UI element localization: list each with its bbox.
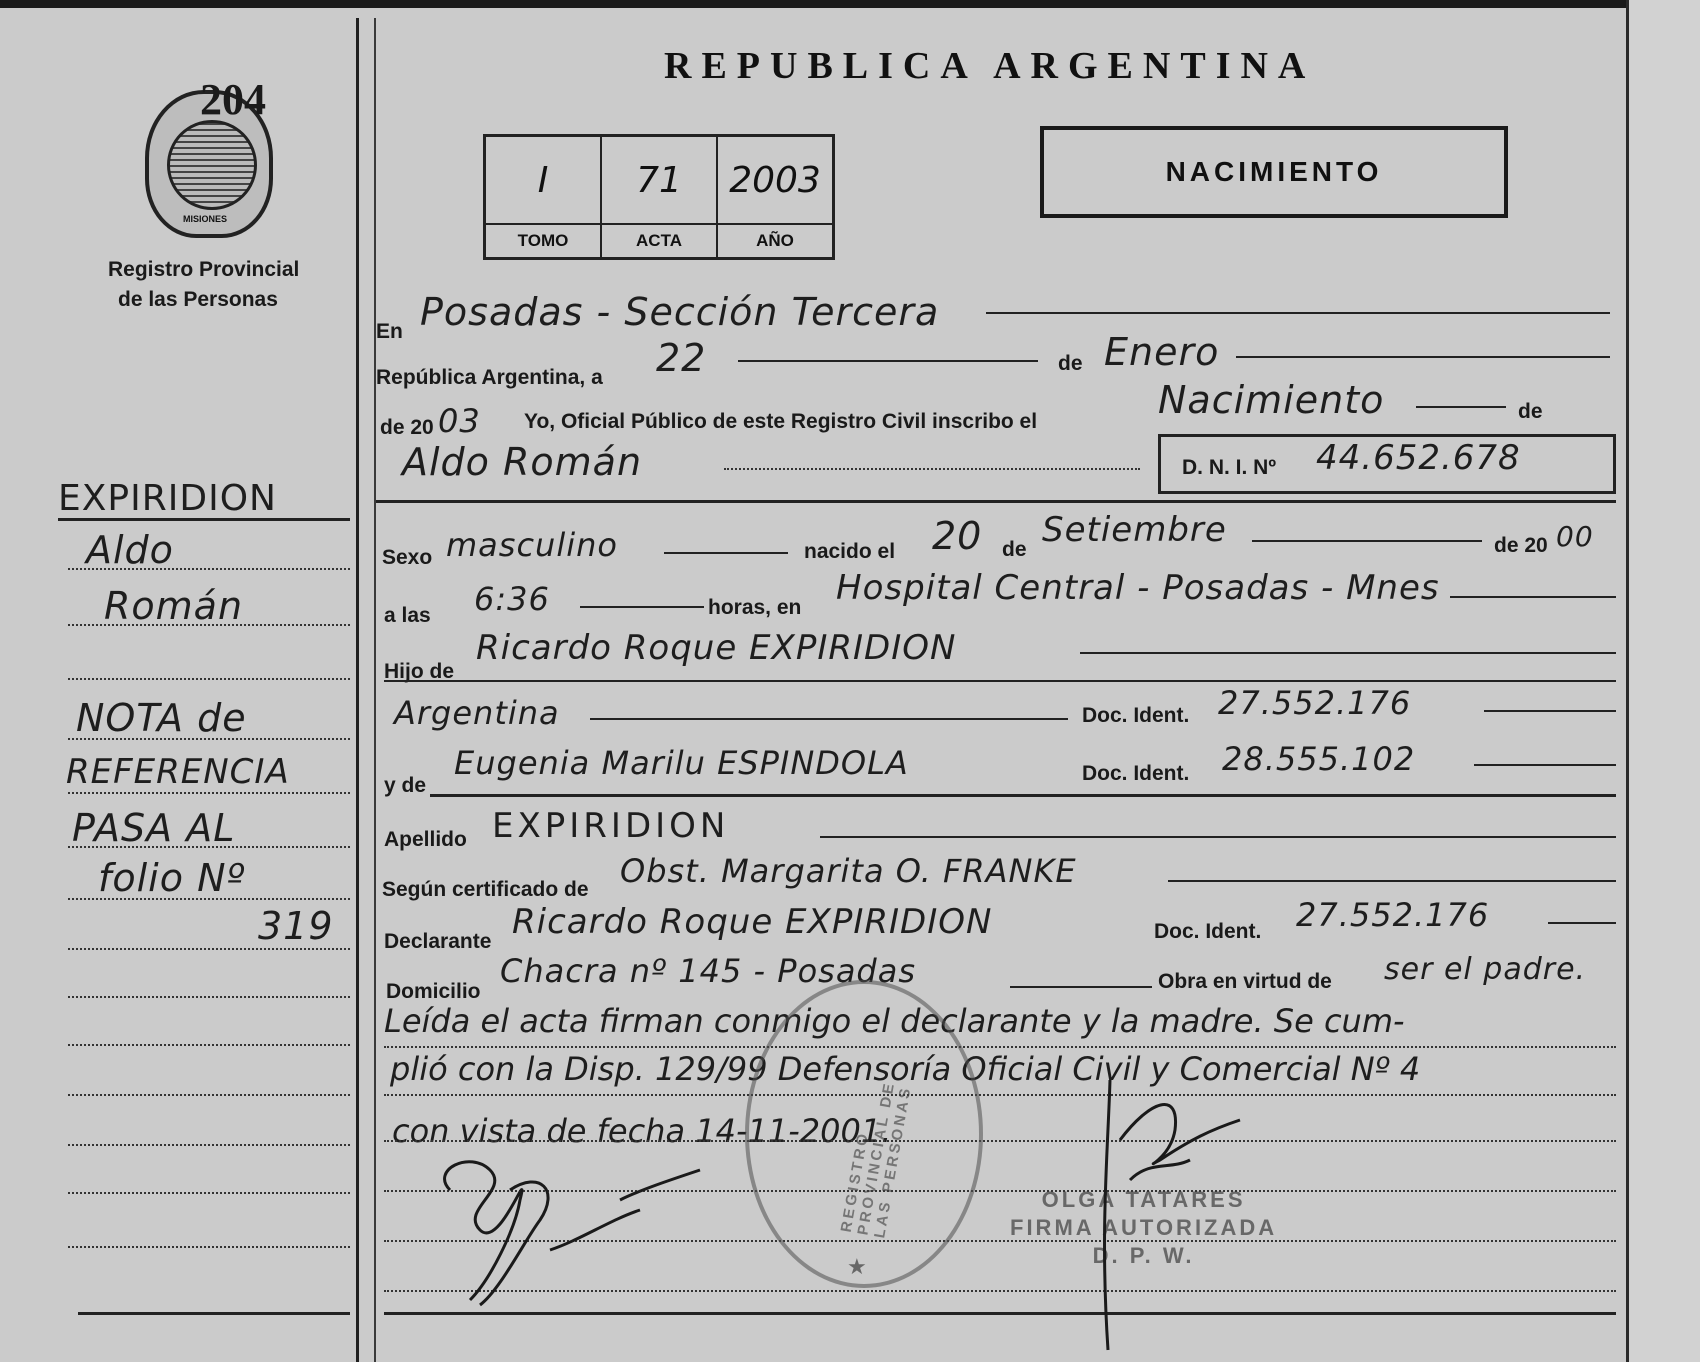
hour-value: 6:36 <box>474 580 550 618</box>
acta-label: ACTA <box>601 224 717 259</box>
yde-label: y de <box>384 774 427 797</box>
en-value: Posadas - Sección Tercera <box>420 290 940 334</box>
day-value: 22 <box>656 336 707 380</box>
notes-line3: con vista de fecha 14-11-2001. <box>392 1112 892 1150</box>
form-line <box>580 606 704 608</box>
form-line <box>820 836 1616 838</box>
form-line <box>376 500 1616 503</box>
firma-line2: FIRMA AUTORIZADA <box>1010 1215 1278 1240</box>
form-line <box>1474 764 1616 766</box>
folio-number: 204 <box>200 75 266 124</box>
father-doc-value: 27.552.176 <box>1218 684 1412 722</box>
official-stamp-text: REGISTRO PROVINCIAL DE LAS PERSONAS <box>837 1079 915 1240</box>
form-line <box>738 360 1038 362</box>
domicilio-value: Chacra nº 145 - Posadas <box>500 952 917 990</box>
margin-note-line1: NOTA de <box>76 696 247 740</box>
apellido-value: EXPIRIDION <box>492 806 730 846</box>
country-title: REPUBLICA ARGENTINA <box>664 45 1316 87</box>
birth-year-prefix-label: de 20 <box>1494 534 1548 557</box>
month-value: Enero <box>1104 330 1220 374</box>
form-line <box>1080 652 1616 654</box>
de-label-2: de <box>1518 400 1543 423</box>
form-line <box>590 718 1068 720</box>
mother-doc-value: 28.555.102 <box>1222 740 1416 778</box>
margin-line <box>68 1246 350 1248</box>
de-label: de <box>1058 352 1083 375</box>
margin-line <box>68 792 350 794</box>
tomo-label: TOMO <box>485 224 602 259</box>
doc-ident-label-3: Doc. Ident. <box>1154 920 1262 943</box>
margin-surname: EXPIRIDION <box>58 478 277 519</box>
margin-line <box>68 738 350 740</box>
father-value: Ricardo Roque EXPIRIDION <box>476 628 957 668</box>
obra-value: ser el padre. <box>1384 952 1587 987</box>
form-bottom-line <box>384 1312 1616 1315</box>
obra-label: Obra en virtud de <box>1158 970 1332 993</box>
form-line <box>1010 986 1152 988</box>
provincial-seal-icon: MISIONES <box>145 90 273 238</box>
birth-year-suffix-value: 00 <box>1556 520 1594 553</box>
form-line <box>664 552 788 554</box>
margin-line <box>68 1192 350 1194</box>
year-prefix-label: de 20 <box>380 416 434 439</box>
inscribo-value: Nacimiento <box>1158 378 1385 422</box>
mother-value: Eugenia Marilu ESPINDOLA <box>454 744 909 782</box>
form-line <box>724 468 1140 470</box>
firma-line1: OLGA TATARES <box>1041 1187 1246 1212</box>
margin-note-line3: PASA AL <box>72 806 236 850</box>
form-line <box>986 312 1610 314</box>
margin-line <box>68 948 350 950</box>
margin-divider <box>356 18 359 1362</box>
margin-line <box>68 624 350 626</box>
place-value: Hospital Central - Posadas - Mnes <box>836 568 1440 608</box>
declarante-label: Declarante <box>384 930 492 953</box>
notes-line1: Leída el acta firman conmigo el declarante y la madre. Se cum- <box>384 1002 1405 1040</box>
margin-note-folio: 319 <box>258 904 334 948</box>
registry-name-line2: de las Personas <box>118 288 278 311</box>
margin-divider-inner <box>374 18 376 1362</box>
official-stamp <box>745 980 983 1288</box>
alas-label: a las <box>384 604 431 627</box>
republica-label: República Argentina, a <box>376 366 603 389</box>
form-line <box>1548 922 1616 924</box>
tomo-value: I <box>485 136 602 225</box>
margin-line <box>68 1144 350 1146</box>
horas-label: horas, en <box>708 596 802 619</box>
form-line <box>1484 710 1616 712</box>
apellido-label: Apellido <box>384 828 467 851</box>
en-label: En <box>376 320 403 343</box>
segun-label: Según certificado de <box>382 878 589 901</box>
notes-line <box>384 1094 1616 1096</box>
birth-day-value: 20 <box>932 514 983 558</box>
margin-given-name-2: Román <box>104 584 244 628</box>
anio-label: AÑO <box>717 224 834 259</box>
margin-line <box>78 1312 350 1315</box>
dni-value: 44.652.678 <box>1316 438 1521 478</box>
nacido-label: nacido el <box>804 540 896 563</box>
act-type-box: NACIMIENTO <box>1040 126 1508 218</box>
record-box <box>483 134 835 260</box>
form-line <box>1252 540 1482 542</box>
anio-value: 2003 <box>717 136 834 225</box>
form-line <box>1236 356 1610 358</box>
margin-note-line2: REFERENCIA <box>66 752 290 792</box>
declarant-signature <box>420 1130 720 1310</box>
person-name-value: Aldo Román <box>402 440 643 484</box>
yo-label: Yo, Oficial Público de este Registro Civil inscribo el <box>524 410 1038 433</box>
notes-line <box>384 1046 1616 1048</box>
acta-value: 71 <box>601 136 717 225</box>
form-line <box>430 794 1616 797</box>
sexo-value: masculino <box>446 526 618 564</box>
sexo-label: Sexo <box>382 546 433 569</box>
declarante-value: Ricardo Roque EXPIRIDION <box>512 902 993 942</box>
firma-line3: D. P. W. <box>1092 1243 1195 1268</box>
next-page-edge <box>1626 0 1700 1362</box>
doc-ident-label: Doc. Ident. <box>1082 704 1190 727</box>
margin-line <box>68 1044 350 1046</box>
margin-line <box>68 898 350 900</box>
father-nationality-value: Argentina <box>394 694 560 732</box>
official-signature <box>1080 1060 1250 1360</box>
form-line <box>1168 880 1616 882</box>
margin-line <box>68 846 350 848</box>
margin-line <box>58 518 350 521</box>
margin-line <box>68 996 350 998</box>
margin-line <box>68 568 350 570</box>
registry-name-line1: Registro Provincial <box>108 258 300 281</box>
de-label-3: de <box>1002 538 1027 561</box>
year-suffix-value: 03 <box>438 402 481 440</box>
margin-line <box>68 678 350 680</box>
margin-line <box>68 1094 350 1096</box>
form-line <box>1416 406 1506 408</box>
hijo-label: Hijo de <box>384 660 455 683</box>
form-line <box>1450 596 1616 598</box>
birth-month-value: Setiembre <box>1042 510 1227 550</box>
declarante-doc-value: 27.552.176 <box>1296 896 1490 934</box>
form-line <box>384 680 1616 682</box>
domicilio-label: Domicilio <box>386 980 481 1003</box>
certificado-value: Obst. Margarita O. FRANKE <box>620 852 1077 890</box>
dni-label: D. N. I. Nº <box>1182 456 1277 479</box>
doc-ident-label-2: Doc. Ident. <box>1082 762 1190 785</box>
margin-note-line4: folio Nº <box>98 856 246 900</box>
notes-line2: plió con la Disp. 129/99 Defensoría Oficial Civil y Comercial Nº 4 <box>390 1050 1421 1088</box>
stamp-star-icon: ★ <box>847 1254 867 1279</box>
margin-given-name-1: Aldo <box>86 528 174 572</box>
